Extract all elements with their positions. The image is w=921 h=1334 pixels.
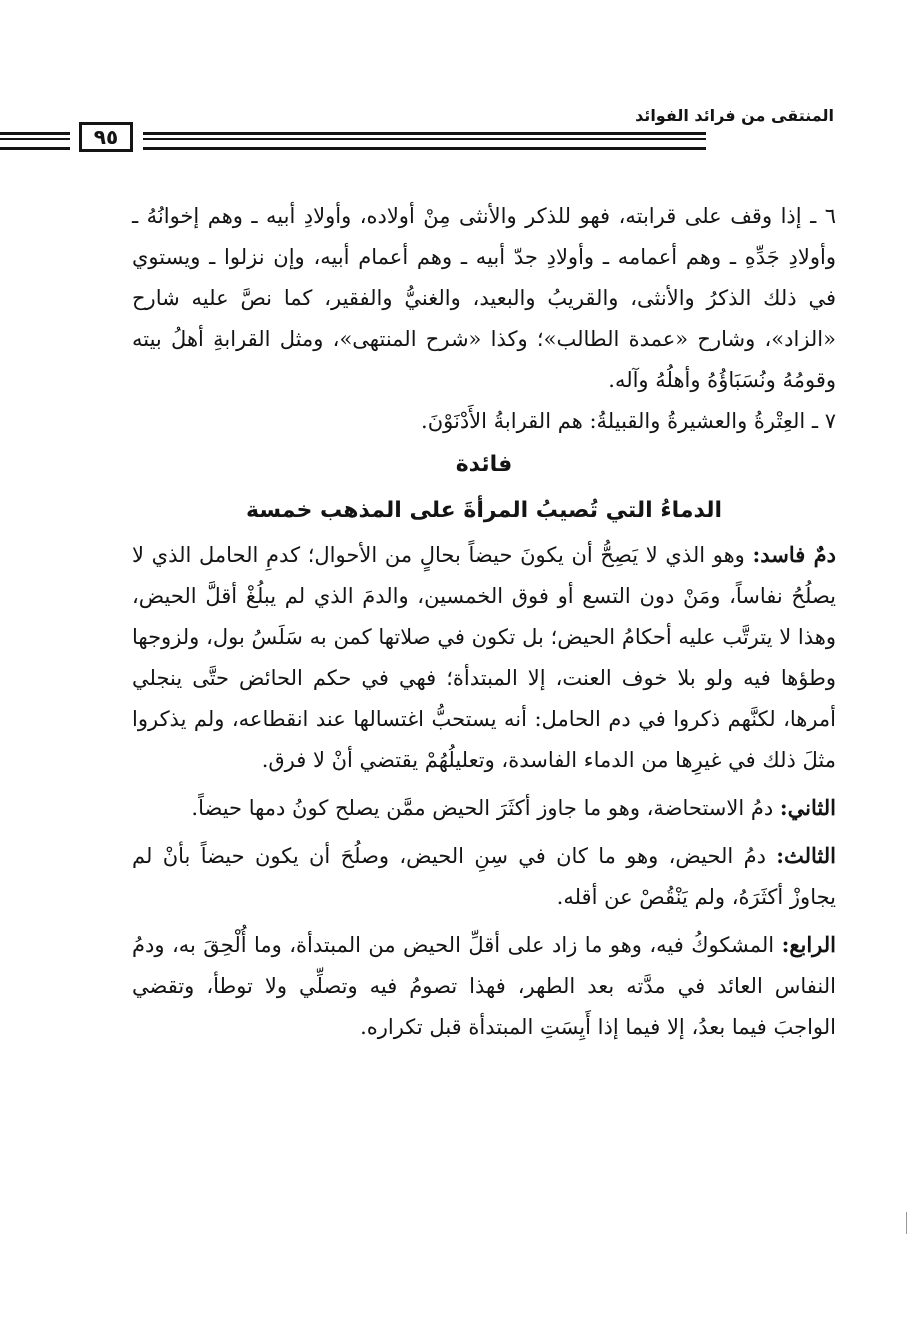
- page-body: [132, 196, 836, 1054]
- paragraph-item-7: ٧ ـ العِتْرةُ والعشيرةُ والقبيلةُ: هم القرابةُ الأَدْنَوْنَ.: [421, 409, 836, 433]
- paragraph-lead: دمٌ فاسد:: [752, 542, 836, 567]
- paragraph-first-blood: [132, 534, 836, 781]
- paragraph-lead: الثاني:: [779, 795, 836, 820]
- header-rule-right: [143, 132, 706, 150]
- paragraph-lead: الثالث:: [776, 843, 836, 868]
- running-title: المنتقى من فرائد الفوائد: [635, 106, 834, 125]
- paragraph-item-6: ٦ ـ إذا وقف على قرابته، فهو للذكر والأنثى مِنْ أولاده، وأولادِ أبيه ـ وهم إخوانُهُ ـ وأولادِ جَدِّهِ ـ وهم أعمامه ـ وأولادِ جدّ أبيه ـ وهم أعمام أبيه، وإن نزلوا ـ ويستوي في ذلك الذكرُ والأنثى، والقريبُ والبعيد، والغنيُّ والفقير، كما نصَّ عليه شارح «الزاد»، وشارح «عمدة الطالب»؛ وكذا «شرح المنتهى»، ومثل القرابةِ أهلُ بيته وقومُهُ ونُسَبَاؤُهُ وأهلُهُ وآله.: [132, 204, 836, 392]
- scan-margin-mark: [906, 1212, 907, 1234]
- paragraph-lead: الرابع:: [781, 932, 836, 957]
- paragraph-fourth-blood: [132, 924, 836, 1048]
- paragraph-text: دمُ الاستحاضة، وهو ما جاوز أكثَرَ الحيض ممَّن يصلح كونُ دمها حيضاً.: [191, 796, 780, 820]
- paragraph-text: وهو الذي لا يَصِحُّ أن يكونَ حيضاً بحالٍ من الأحوال؛ كدمِ الحامل الذي لا يصلُحُ نفاساً، ومَنْ دون التسع أو فوق الخمسين، والدمَ الذي لم يبلُغْ أقلَّ الحيض، وهذا لا يترتَّب عليه أحكامُ الحيض؛ بل تكون في صلاتها كمن به سَلَسُ بول، ولزوجها وطؤها فيه ولو بلا خوف العنت، إلا المبتدأة؛ فهي في حكم الحائض حتَّى ينجلي أمرها، لكنَّهم ذكروا في دم الحامل: أنه يستحبُّ اغتسالها عند انقطاعه، ولم يذكروا مثلَ ذلك في غيرِها من الدماء الفاسدة، وتعليلُهُمْ يقتضي أنْ لا فرق.: [132, 543, 836, 772]
- paragraph-second-blood: [132, 787, 836, 829]
- paragraph-text: دمُ الحيض، وهو ما كان في سِنِ الحيض، وصلُحَ أن يكون حيضاً بأنْ لم يجاوزْ أكثَرَهُ، ولم يَنْقُصْ عن أقله.: [132, 844, 836, 909]
- paragraph-third-blood: [132, 835, 836, 918]
- header-rule-left: [0, 132, 70, 150]
- section-heading: فائدة: [455, 452, 513, 477]
- section-subheading: الدماءُ التي تُصيبُ المرأةَ على المذهب خمسة: [245, 498, 722, 523]
- page-number: ٩٥: [79, 122, 133, 152]
- paragraph-text: المشكوكُ فيه، وهو ما زاد على أقلِّ الحيض من المبتدأة، وما أُلْحِقَ به، ودمُ النفاس العائد في مدَّته بعد الطهر، فهذا تصومُ فيه وتصلِّي ولا توطأ، وتقضي الواجبَ فيما بعدُ، إلا فيما إذا أَيِسَتِ المبتدأة قبل تكراره.: [132, 933, 836, 1039]
